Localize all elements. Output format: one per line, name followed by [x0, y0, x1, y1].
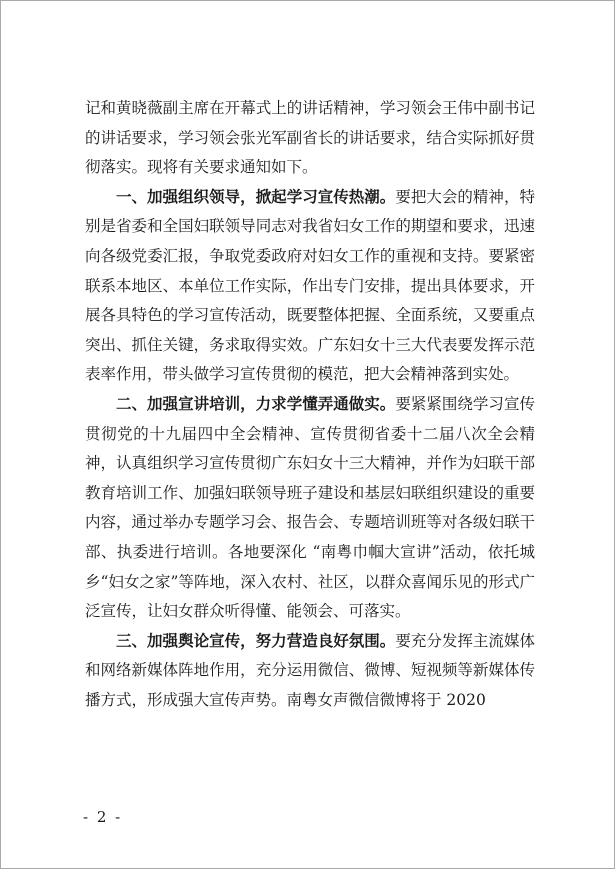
paragraph-intro-text: 记和黄晓薇副主席在开幕式上的讲话精神，学习领会王伟中副书记的讲话要求，学习领会张光军副省长的讲话要求，结合实际抓好贯彻落实。现将有关要求通知如下。: [85, 99, 535, 177]
section-2-heading: 二、加强宣讲培训，力求学懂弄通做实。: [116, 394, 396, 413]
section-3-heading: 三、加强舆论宣传，努力营造良好氛围。: [116, 631, 396, 650]
paragraph-section-1: [85, 183, 535, 390]
section-3-text: 要充分发挥主流媒体和网络新媒体阵地作用，充分运用微信、微博、短视频等新媒体传播方式，形成强大宣传声势。南粤女声微信微博将于 2020: [85, 631, 535, 709]
section-2-text: 要紧紧围绕学习宣传贯彻党的十九届四中全会精神、宣传贯彻省委十二届八次全会精神，认真组织学习宣传贯彻广东妇女十三大精神，并作为妇联干部教育培训工作、加强妇联领导班子建设和基层妇联组织建设的重要内容，通过举办专题学习会、报告会、专题培训班等对各级妇联干部、执委进行培训。各地要深化 “南粤巾帼大宣讲”活动，依托城乡“妇女之家”等阵地，深入农村、社区，以群众喜闻乐见的形式广泛宣传，让妇女群众听得懂、能领会、可落实。: [85, 394, 535, 621]
paragraph-intro: [85, 94, 535, 183]
section-1-heading: 一、加强组织领导，掀起学习宣传热潮。: [116, 187, 396, 206]
paragraph-section-2: [85, 390, 535, 627]
section-1-text: 要把大会的精神，特别是省委和全国妇联领导同志对我省妇女工作的期望和要求，迅速向各级党委汇报，争取党委政府对妇女工作的重视和支持。要紧密联系本地区、本单位工作实际，作出专门安排，提出具体要求，开展各具特色的学习宣传活动，既要整体把握、全面系统，又要重点突出、抓住关键，务求取得实效。广东妇女十三大代表要发挥示范表率作用，带头做学习宣传贯彻的模范，把大会精神落到实处。: [85, 187, 535, 384]
document-body: [85, 94, 535, 715]
paragraph-section-3: [85, 627, 535, 716]
page-number: - 2 -: [83, 808, 123, 826]
